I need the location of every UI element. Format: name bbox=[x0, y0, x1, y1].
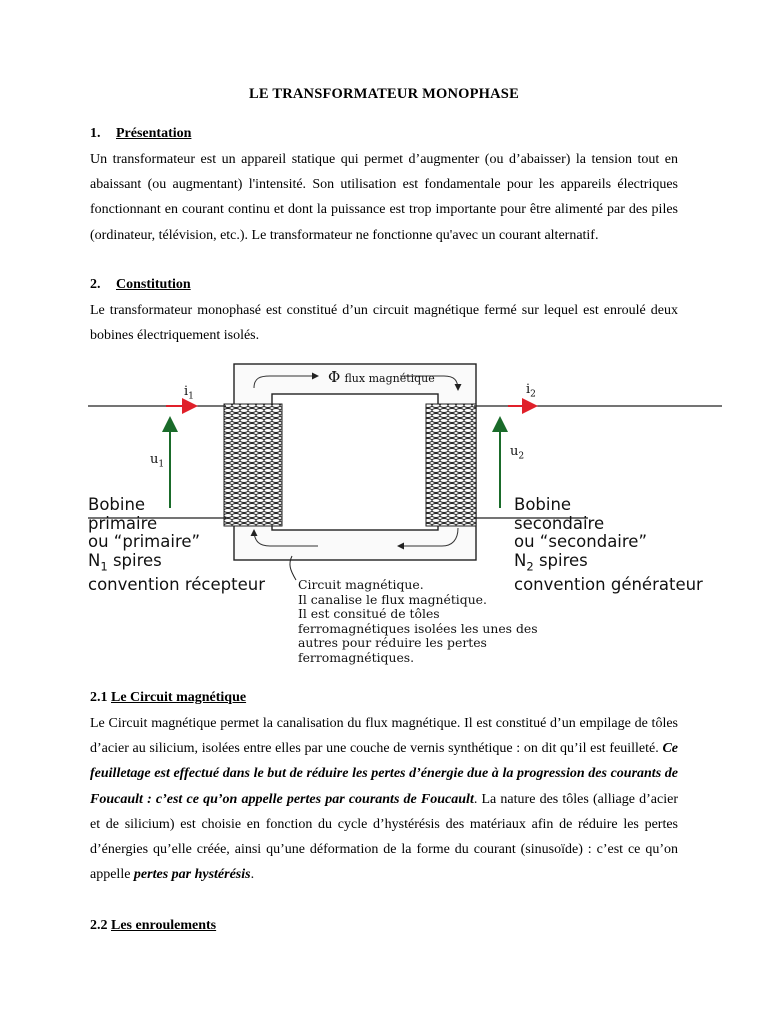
core-note-line: Circuit magnétique. bbox=[298, 577, 424, 592]
i1-subscript: 1 bbox=[188, 391, 194, 402]
i2-label bbox=[526, 382, 536, 400]
u1-label bbox=[150, 452, 164, 470]
circuit-magnetique-paragraph bbox=[90, 711, 678, 887]
page-title: LE TRANSFORMATEUR MONOPHASE bbox=[249, 86, 519, 102]
secondary-n: N bbox=[514, 550, 527, 570]
section-heading-presentation bbox=[90, 126, 191, 142]
section-heading-constitution bbox=[90, 277, 191, 293]
section-label: Les enroulements bbox=[111, 918, 217, 933]
secondary-line-5: convention générateur bbox=[514, 574, 703, 594]
paragraph-text: . La nature des tôles (alliage d’acier et de silicium) est choisie en fonction du cycle d’hystérésis des matériaux afin de réduire les pertes d’énergies qu’elle créée, ainsi qu’une déformation de la forme du courant (sinusoïde) : c’est ce qu’on appelle bbox=[90, 791, 678, 883]
transformer-diagram bbox=[88, 358, 722, 670]
u2-label bbox=[510, 444, 524, 462]
section-label: Le Circuit magnétique bbox=[111, 690, 247, 705]
secondary-line-1: Bobine bbox=[514, 495, 572, 514]
primary-line-4 bbox=[88, 552, 265, 576]
paragraph-text: . bbox=[250, 867, 255, 883]
secondary-line-2: secondaire bbox=[514, 513, 605, 533]
core-note-line: autres pour réduire les pertes bbox=[298, 635, 487, 651]
u1-subscript: 1 bbox=[158, 459, 165, 470]
core-note-line: Il est consitué de tôles bbox=[298, 606, 440, 622]
secondary-line-3: ou “secondaire” bbox=[514, 532, 648, 552]
secondary-line-4 bbox=[514, 552, 703, 576]
i1-symbol: i bbox=[184, 384, 189, 399]
section-number: 2.2 bbox=[90, 918, 108, 933]
presentation-paragraph: Un transformateur est un appareil statique qui permet d’augmenter (ou d’abaisser) la tension tout en abaissant (ou augmentant) l'intensité. Son utilisation est fondamentale pour les appareils électriques fonctionnant en courant continu et dont la puissance est trop importante pour être alimenté par des piles (ordinateur, télévision, etc.). Le transformateur ne fonctionne qu'avec un courant alternatif. bbox=[90, 152, 678, 243]
section-heading-circuit-magnetique bbox=[90, 690, 246, 706]
flux-symbol-group bbox=[328, 368, 435, 386]
primary-n: N bbox=[88, 550, 101, 570]
secondary-coil-label bbox=[514, 496, 703, 594]
secondary-spires: spires bbox=[533, 550, 588, 570]
section-label: Présentation bbox=[116, 126, 192, 141]
core-note-line: ferromagnétiques. bbox=[298, 649, 415, 665]
core-note bbox=[298, 578, 538, 666]
constitution-paragraph: Le transformateur monophasé est constitué d’un circuit magnétique fermé sur lequel est enroulé deux bobines électriquement isolés. bbox=[90, 303, 678, 344]
secondary-coil bbox=[426, 404, 476, 526]
i2-symbol: i bbox=[526, 382, 531, 397]
u2-symbol: u bbox=[510, 444, 519, 459]
emphasis-foucault: Ce feuilletage est effectué dans le but de réduire les pertes d’énergie due à la progression des courants de Foucault : c’est ce qu’on appelle pertes par courants de Foucault bbox=[90, 741, 678, 807]
paragraph-text: Le Circuit magnétique permet la canalisation du flux magnétique. Il est constitué d’un empilage de tôles d’acier au silicium, isolées entre elles par une couche de vernis synthétique : on dit qu’il est feuilleté. bbox=[90, 716, 678, 757]
primary-line-5: convention récepteur bbox=[88, 574, 265, 594]
primary-line-3: ou “primaire” bbox=[88, 532, 201, 552]
i2-subscript: 2 bbox=[530, 389, 536, 400]
u1-symbol: u bbox=[150, 452, 159, 467]
flux-label: flux magnétique bbox=[344, 372, 435, 385]
secondary-n-subscript: 2 bbox=[526, 559, 534, 574]
primary-line-2: primaire bbox=[88, 513, 158, 533]
section-number: 2.1 bbox=[90, 690, 108, 705]
primary-line-1: Bobine bbox=[88, 495, 146, 514]
core-note-line: Il canalise le flux magnétique. bbox=[298, 591, 487, 607]
primary-spires: spires bbox=[107, 550, 162, 570]
emphasis-hysteresis: pertes par hystérésis bbox=[133, 867, 251, 883]
i1-label bbox=[184, 384, 194, 402]
u2-subscript: 2 bbox=[518, 451, 525, 462]
phi-symbol: Φ bbox=[328, 368, 341, 386]
core-window bbox=[272, 394, 438, 530]
core-note-line: ferromagnétiques isolées les unes des bbox=[298, 620, 538, 636]
section-number: 1. bbox=[90, 126, 101, 141]
section-heading-enroulements bbox=[90, 918, 216, 934]
primary-n-subscript: 1 bbox=[100, 559, 108, 574]
section-number: 2. bbox=[90, 277, 101, 292]
section-label: Constitution bbox=[116, 277, 191, 292]
primary-coil-label bbox=[88, 496, 265, 594]
